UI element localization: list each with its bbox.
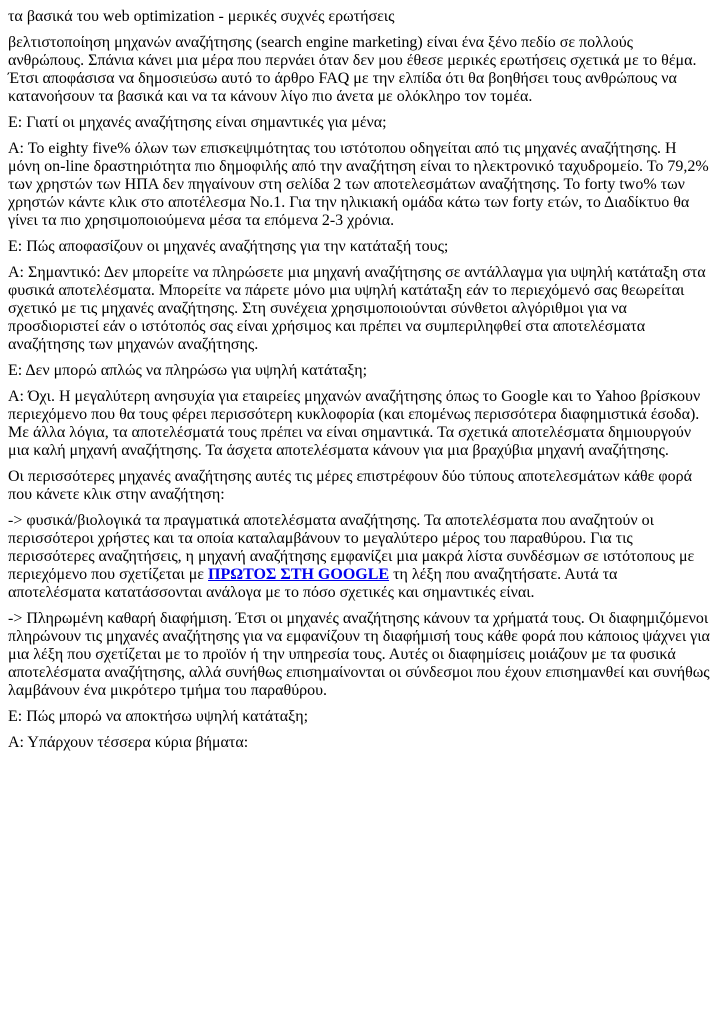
answer-1: Α: Το eighty five% όλων των επισκεψιμότητας του ιστότοπου οδηγείται από τις μηχανές αναζήτησης. Η μόνη on-line δραστηριότητα πιο δημοφιλής από την αναζήτηση είναι το ηλεκτρονικό ταχυδρομείο. Το 79,2% των χρηστών των ΗΠΑ δεν πηγαίνουν στη σελίδα 2 των αποτελεσμάτων αναζήτησης. Το forty two% των χρηστών κάντε κλικ στο αποτέλεσμα No.1. Για την ηλικιακή ομάδα κάτω των forty ετών, το Διαδίκτυο θα γίνει τα πιο χρησιμοποιούμενα μέσα τα επόμενα 2-3 χρόνια.: [8, 140, 709, 229]
question-2: Ε: Πώς αποφασίζουν οι μηχανές αναζήτησης για την κατάταξή τους;: [8, 238, 449, 255]
intro-paragraph: βελτιστοποίηση μηχανών αναζήτησης (search engine marketing) είναι ένα ξένο πεδίο σε πολλούς ανθρώπους. Σπάνια κάνει μια μέρα που περνάει όταν δεν μου έθεσε μερικές ερωτήσεις σχετικά με το θέμα. Έτσι αποφάσισα να δημοσιεύσω αυτό το άρθρο FAQ με την ελπίδα ότι θα βοηθήσει τους ανθρώπους να κατανοήσουν τα βασικά και να τα κάνουν λίγο πιο άνετα με ολόκληρο τον τομέα.: [8, 34, 697, 105]
page-title: τα βασικά του web optimization - μερικές συχνές ερωτήσεις: [8, 8, 395, 25]
organic-results-text-after: τη λέξη που αναζητήσατε. Αυτά τα αποτελέσματα κατατάσσονται ανάλογα με το πόσο σχετικές και σημαντικές είναι.: [8, 566, 618, 601]
answer-2: Α: Σημαντικό: Δεν μπορείτε να πληρώσετε μια μηχανή αναζήτησης σε αντάλλαγμα για υψηλή κατάταξη στα φυσικά αποτελέσματα. Μπορείτε να πάρετε μόνο μια υψηλή κατάταξη εάν το περιεχόμενό σας θεωρείται σχετικό με τις μηχανές αναζήτησης. Στη συνέχεια χρησιμοποιούνται σύνθετοι αλγόριθμοι για να προσδιοριστεί εάν ο ιστότοπός σας είναι χρήσιμος και πρέπει να συμπεριληφθεί στα αποτελέσματα αναζήτησης των μηχανών αναζήτησης.: [8, 264, 706, 353]
answer-3: Α: Όχι. Η μεγαλύτερη ανησυχία για εταιρείες μηχανών αναζήτησης όπως το Google και το Yahoo βρίσκουν περιεχόμενο που θα τους φέρει περισσότερη κυκλοφορία (και επομένως περισσότερα διαφημιστικά έσοδα). Με άλλα λόγια, τα αποτελέσματά τους πρέπει να είναι σημαντικά. Τα σχετικά αποτελέσματα δημιουργούν μια καλή μηχανή αναζήτησης. Τα άσχετα αποτελέσματα κάνουν για μια βραχύβια μηχανή αναζήτησης.: [8, 388, 701, 459]
question-4: Ε: Πώς μπορώ να αποκτήσω υψηλή κατάταξη;: [8, 708, 309, 725]
organic-results-paragraph: [8, 512, 712, 602]
organic-results-text-before: -> φυσικά/βιολογικά τα πραγματικά αποτελέσματα αναζήτησης. Τα αποτελέσματα που αναζητούν οι περισσότεροι χρήστες και τα οποία καταλαμβάνουν το μεγαλύτερο μέρος του παραθύρου. Για τις περισσότερες αναζητήσεις, η μηχανή αναζήτησης εμφανίζει μια μακρά λίστα συνδέσμων σε ιστότοπους με περιεχόμενο που σχετίζεται με: [8, 512, 695, 583]
answer-4: Α: Υπάρχουν τέσσερα κύρια βήματα:: [8, 734, 249, 751]
question-1: Ε: Γιατί οι μηχανές αναζήτησης είναι σημαντικές για μένα;: [8, 114, 387, 131]
paid-results-paragraph: -> Πληρωμένη καθαρή διαφήμιση. Έτσι οι μηχανές αναζήτησης κάνουν τα χρήματά τους. Οι διαφημιζόμενοι πληρώνουν τις μηχανές αναζήτησης για να εμφανίζουν τη διαφήμισή τους κάθε φορά που κάποιος ψάχνει για μια λέξη που σχετίζεται με το προϊόν ή την υπηρεσία τους. Αυτές οι διαφημίσεις μοιάζουν με τα φυσικά αποτελέσματα αναζήτησης, αλλά συνήθως επισημαίνονται οι σύνδεσμοι που έχουν επισημανθεί και συνήθως λαμβάνουν ένα μικρότερο τμήμα του παραθύρου.: [8, 610, 710, 699]
protos-sti-google-link[interactable]: ΠΡΩΤΟΣ ΣΤΗ GOOGLE: [208, 566, 390, 583]
results-intro-paragraph: Οι περισσότερες μηχανές αναζήτησης αυτές τις μέρες επιστρέφουν δύο τύπους αποτελεσμάτων κάθε φορά που κάνετε κλικ στην αναζήτηση:: [8, 468, 692, 503]
question-3: Ε: Δεν μπορώ απλώς να πληρώσω για υψηλή κατάταξη;: [8, 362, 368, 379]
